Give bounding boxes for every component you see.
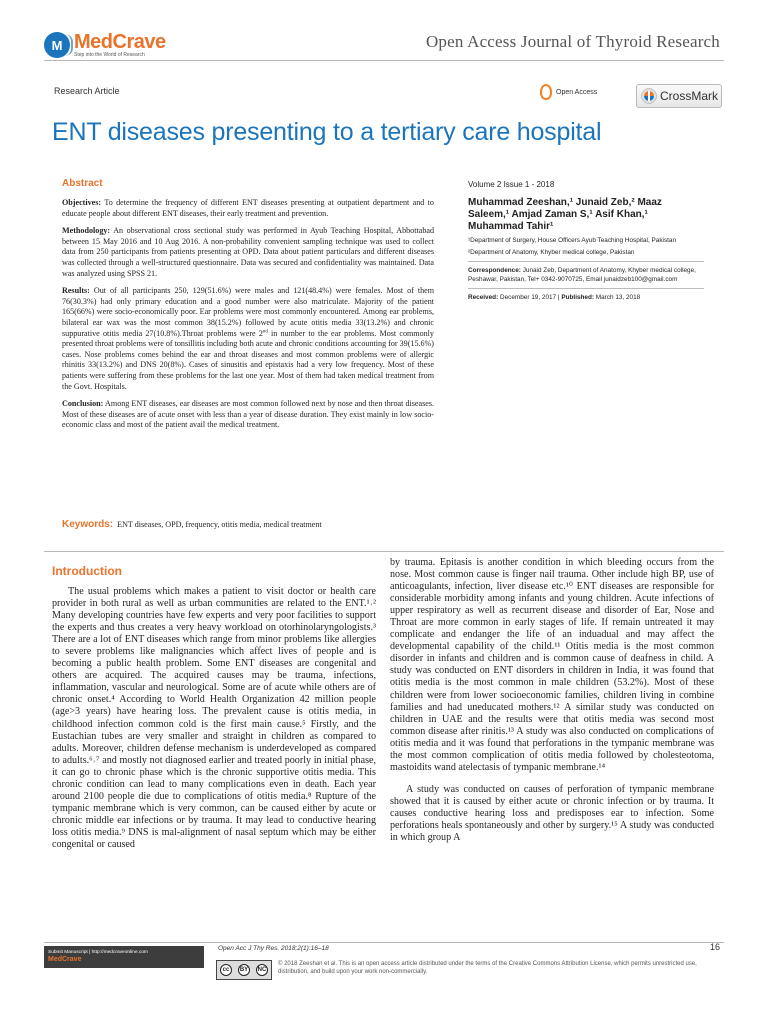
affiliation-1: ¹Department of Surgery, House Officers Ayub Teaching Hospital, Pakistan (468, 237, 677, 244)
abstract-heading: Abstract (62, 178, 103, 189)
affiliations (468, 236, 704, 257)
author-list: Muhammad Zeeshan,¹ Junaid Zeb,² Maaz Saleem,¹ Amjad Zaman S,¹ Asif Khan,¹ Muhammad Tahir¹ (468, 197, 662, 232)
nc-icon: NC (256, 964, 268, 976)
submit-manuscript-link[interactable]: Submit Manuscript | http://medcraveonline.com (48, 950, 148, 955)
cc-icon: cc (220, 964, 232, 976)
open-access-badge[interactable] (540, 84, 597, 100)
crossmark-icon (641, 88, 657, 104)
article-title: ENT diseases presenting to a tertiary care hospital (52, 118, 602, 146)
keywords (62, 520, 434, 530)
crossmark-label: CrossMark (660, 89, 719, 103)
abstract-conclusion: Conclusion: Among ENT diseases, ear diseases are most common followed next by nose and then throat diseases. Most of these diseases are of acute onset with less than a year of disease duration. They exist mainly in low socio-economic class and most of the patient avail the medical treatment. (62, 399, 434, 430)
body-column-left (52, 586, 376, 851)
open-access-label: Open Access (556, 88, 598, 96)
body-column-right (390, 557, 714, 854)
logo-name: MedCrave (74, 31, 166, 53)
keywords-label: Keywords: (62, 519, 114, 530)
submit-logo: MedCrave (48, 956, 82, 963)
keywords-text: ENT diseases, OPD, frequency, otitis media, medical treatment (117, 520, 322, 529)
abstract-results: Results: Out of all participants 250, 129(51.6%) were males and 121(48.4%) were females. Most of them 76(30.3%) had only primary education and a good number were also matriculate. Majority of the patient 165(66%) were socio-economically poor. Ear problems were most commonly encountered. Among ear problems, bilateral ear wax was the most common 38(15.2%) followed by acute otitis media 33(13.2%) and chronic suppurative otitis media 27(10.8%).Throat problems were 2nd in number to the ear problems. Most commonly presented throat problems were of tonsillitis including both acute and chronic conditions accounting for 39(15.6%) cases. Nose problems comes behind the ear and throat diseases and most common problems were of allergic rhinitis 33(13.2%) and DNS 20(8%). Cases of sinusitis and epistaxis had a very low frequency. Most of these patients were suffering from these problems for the last one year. Most of them had taken medical treatment from the Govt. Hospitals. (62, 286, 435, 391)
medcrave-logo[interactable] (44, 28, 194, 62)
abstract-methodology: Methodology: An observational cross sectional study was performed in Ayub Teaching Hospital, Abbottabad between 15 May 2016 and 10 Aug 2016. A non-probability convenient sampling technique was used to collect data from 250 participants from patients presenting at OPD. Data about patient particulars and different diseases was collected through a well-structured questionnaire. Data was secured and confidentiality was maintained. Data was analyzed using SPSS 21. (62, 226, 435, 278)
dates: Received: December 19, 2017 | Published: March 13, 2018 (468, 294, 641, 301)
introduction-heading: Introduction (52, 564, 122, 578)
sidebar-divider (468, 288, 704, 289)
submit-manuscript-banner[interactable] (44, 946, 204, 968)
correspondence: Correspondence: Junaid Zeb, Department of Anatomy, Khyber medical college, Peshawar, Pakistan, Tel+ 0342-9070725, Email junaidzeb100@gmail.com (468, 267, 696, 283)
intro-paragraph-2: by trauma. Epitasis is another condition in which bleeding occurs from the nose. Most common cause is finger nail trauma. Other include high BP, use of anticoagulants, infection, liver disease etc.¹⁰ ENT diseases are responsible for considerable morbidity among infants and young children. Acute infections of upper respiratory as well as recurrent disease and disorder of Ear, Nose and Throat are more common in early stages of life. If remain untreated it may complicate and endanger the life of an induadual and may affect the developmental capability of the child.¹¹ Otitis media is the most common disorder in infants and children and is common cause of deafness in child. A study was conducted on ENT disorders in children in India, it was found that otitis media is the most common in male children (53.2%). Most of these children were from lower socioeconomic families, children living in combine families and had uneducated mothers.¹² A similar study was conducted on children in UAE and the results were that otitis media was second most common disease after rinitis.¹³ A study was also conducted on complications of otitis media and it was found that perforations in the tympanic membrane was the most common complication of otitis media followed by cholesteotoma, mastoidits wand atelectasis of tympanic membrane.¹⁴ (390, 557, 714, 773)
citation: Open Acc J Thy Res. 2018;2(1):16–18 (218, 945, 329, 952)
article-info-sidebar (468, 180, 704, 302)
logo-tagline: Step into the World of Research (74, 52, 145, 58)
journal-name: Open Access Journal of Thyroid Research (425, 32, 720, 51)
sidebar-divider (468, 261, 704, 262)
section-divider (44, 551, 724, 552)
footer-divider (44, 942, 724, 943)
intro-paragraph-3: A study was conducted on causes of perforation of tympanic membrane showed that it is caused by either acute or chronic infection or by trauma. It causes conductive hearing loss and predisposes ear to infection. Some perforations heals spontaneously and other by surgery.¹⁵ A study was conducted in which group A (390, 783, 714, 844)
volume-issue: Volume 2 Issue 1 - 2018 (468, 180, 555, 189)
crossmark-button[interactable] (636, 84, 722, 108)
creative-commons-badge[interactable] (216, 960, 272, 980)
page-number: 16 (709, 942, 720, 952)
open-access-icon (540, 84, 552, 100)
abstract-objectives: Objectives: To determine the frequency of different ENT diseases presenting at outpatient department and to educate people about different ENT diseases, their early treatment and prevention. (62, 198, 434, 218)
affiliation-2: ²Department of Anatomy, Khyber medical college, Pakistan (468, 249, 635, 256)
header-divider (44, 60, 724, 61)
by-icon: BY (238, 964, 250, 976)
abstract-body (62, 198, 434, 438)
article-type: Research Article (54, 86, 120, 96)
medcrave-logo-icon: M (44, 32, 70, 58)
license-text: © 2018 Zeeshan et al. This is an open access article distributed under the terms of the Creative Commons Attribution License, which permits unrestricted use, distribution, and build upon your work non-commercially. (278, 961, 697, 975)
intro-paragraph-1: The usual problems which makes a patient to visit doctor or health care provider in both rural as well as urban communities are related to the ENT.¹˒² Many developing countries have few experts and very poor facilities to support the experts and thus creates a very heavy workload on otorhinolaryngologists.³ There are a lot of ENT diseases which range from minor problems like allergies to severe problems like malignancies which affect lives of people and is becoming a public health problem. Some ENT diseases are congenital and others are acquired. The acquired causes may be trauma, infections, inflammation, vascular and neurological. Some are of acute while others are of chronic onset.⁴ According to World Health Organization 42 million people (age>3 years) have hearing loss. The prevalent cause is otitis media, in childhood infection common cold is the first main cause.⁵ Firstly, and the Eustachian tubes are very smaller and straight in children as compared to adults. Moreover, children defense mechanism is underdeveloped as compared to adults.⁶˒⁷ and mostly not diagnosed earlier and treated poorly in initial phase, it can go to chronic phase which is the chronic supportive otitis media. This chronic condition can lead to many complications even in death. Each year around 2100 people die due to complications of otitis media.⁸ Rupture of the tympanic membrane which is very common, can be caused either by acute or chronic middle ear infections or by trauma. It may lead to conductive hearing loss otitis media.⁹ DNS is mal-alignment of nasal septum which may be either congenital or caused (52, 586, 376, 850)
